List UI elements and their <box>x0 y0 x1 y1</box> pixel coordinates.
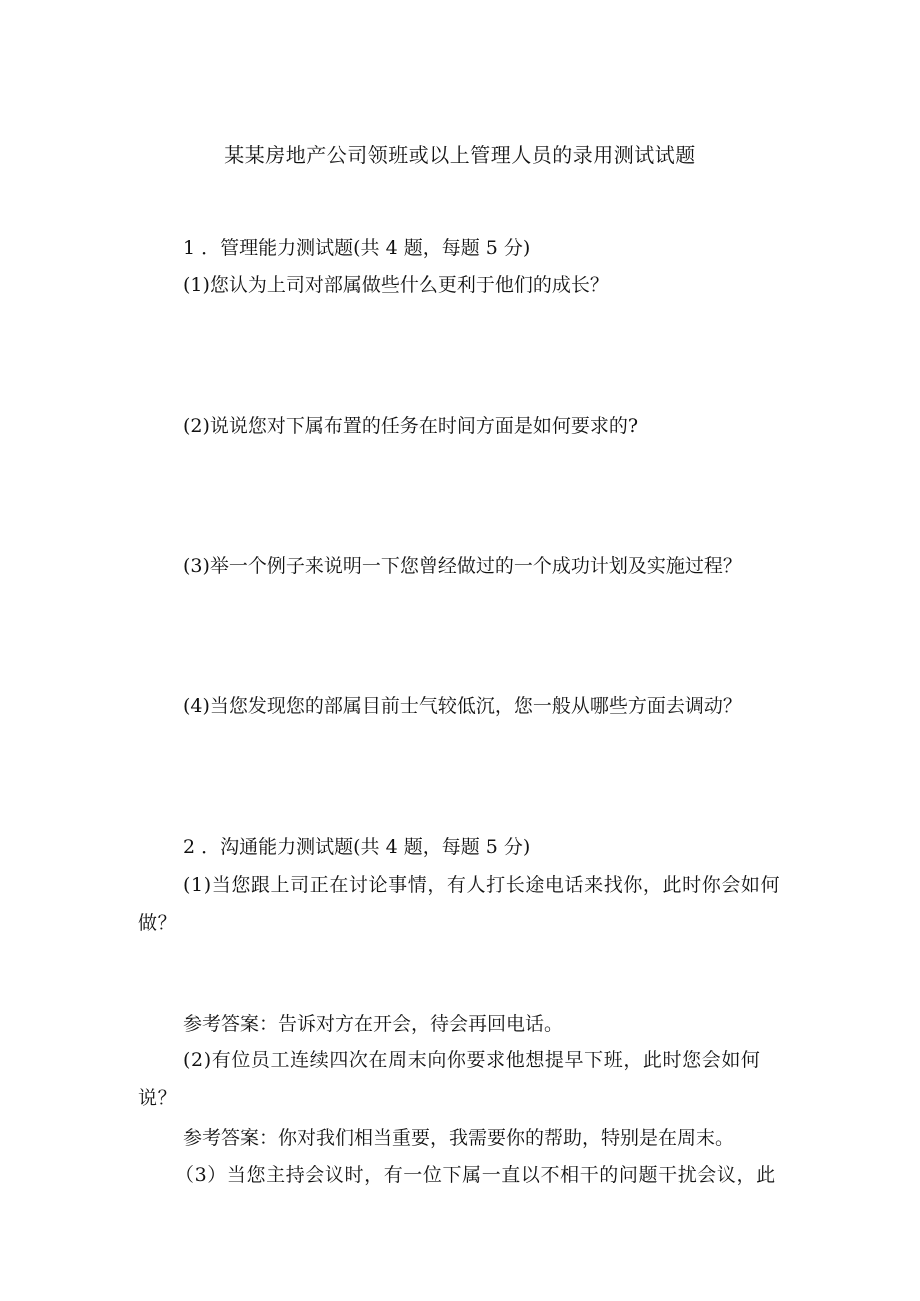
section-2-question-2: (2)有位员工连续四次在周末向你要求他想提早下班，此时您会如何说？ <box>138 1049 761 1109</box>
document-title: 某某房地产公司领班或以上管理人员的录用测试试题 <box>224 143 696 167</box>
section-2-question-3: （3）当您主持会议时，有一位下属一直以不相干的问题干扰会议，此 <box>175 1164 776 1186</box>
section-2-heading: 2 ．沟通能力测试题(共 4 题，每题 5 分) <box>183 836 531 858</box>
section-1-question-1: (1)您认为上司对部属做些什么更利于他们的成长？ <box>183 274 609 296</box>
section-1-question-3: (3)举一个例子来说明一下您曾经做过的一个成功计划及实施过程？ <box>183 555 742 577</box>
section-1-question-2: (2)说说您对下属布置的任务在时间方面是如何要求的? <box>183 415 639 437</box>
section-1-heading: 1 ．管理能力测试题(共 4 题，每题 5 分) <box>183 237 531 259</box>
section-2-answer-1: 参考答案：告诉对方在开会，待会再回电话。 <box>183 1013 564 1035</box>
section-1-question-4: (4)当您发现您的部属目前士气较低沉，您一般从哪些方面去调动？ <box>183 695 742 717</box>
section-2-question-1: (1)当您跟上司正在讨论事情，有人打长途电话来找你，此时你会如何做？ <box>138 874 781 934</box>
section-2-answer-2: 参考答案：你对我们相当重要，我需要你的帮助，特别是在周末。 <box>183 1127 735 1149</box>
